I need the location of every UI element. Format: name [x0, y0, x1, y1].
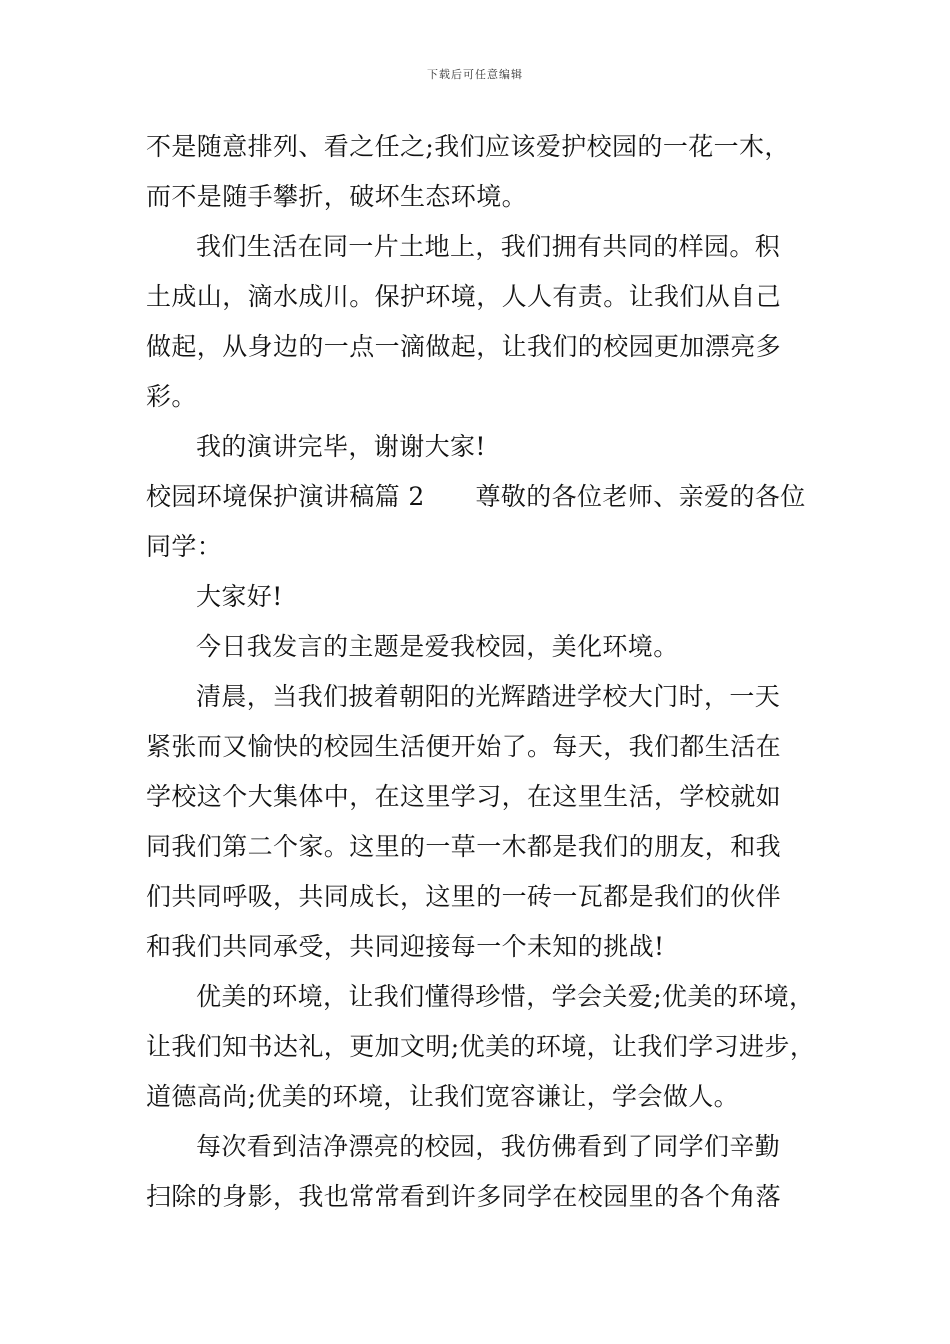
text-line: 同学：: [146, 532, 223, 561]
text-line: 道德高尚;优美的环境，让我们宽容谦让，学会做人。: [146, 1082, 740, 1111]
document-body: [146, 122, 816, 1222]
text-line: 不是随意排列、看之任之;我们应该爱护校园的一花一木，: [146, 132, 790, 161]
text-line: 土成山，滴水成川。保护环境，人人有责。让我们从自己: [146, 282, 782, 311]
text-line: 扫除的身影，我也常常看到许多同学在校园里的各个角落: [146, 1182, 782, 1211]
text-line: 让我们知书达礼，更加文明;优美的环境，让我们学习进步，: [146, 1032, 816, 1061]
text-line: 们共同呼吸，共同成长，这里的一砖一瓦都是我们的伙伴: [146, 882, 782, 911]
text-line: 而不是随手攀折，破坏生态环境。: [146, 182, 528, 211]
text-line: 做起，从身边的一点一滴做起，让我们的校园更加漂亮多: [146, 332, 782, 361]
page-header: 下载后可任意编辑: [427, 68, 523, 81]
text-line: 学校这个大集体中，在这里学习，在这里生活，学校就如: [146, 782, 782, 811]
section-title-line: 校园环境保护演讲稿篇 2 尊敬的各位老师、亲爱的各位: [146, 482, 806, 511]
text-line: 清晨，当我们披着朝阳的光辉踏进学校大门时，一天: [196, 682, 781, 711]
text-line: 彩。: [146, 382, 197, 411]
text-line: 我的演讲完毕，谢谢大家!: [196, 432, 486, 461]
text-line: 今日我发言的主题是爱我校园，美化环境。: [196, 632, 679, 661]
text-line: 优美的环境，让我们懂得珍惜，学会关爱;优美的环境，: [196, 982, 815, 1011]
text-line: 我们生活在同一片土地上，我们拥有共同的样园。积: [196, 232, 781, 261]
text-line: 同我们第二个家。这里的一草一木都是我们的朋友，和我: [146, 832, 782, 861]
text-line: 每次看到洁净漂亮的校园，我仿佛看到了同学们辛勤: [196, 1132, 781, 1161]
text-line: 紧张而又愉快的校园生活便开始了。每天，我们都生活在: [146, 732, 782, 761]
text-line: 大家好!: [196, 582, 283, 611]
text-line: 和我们共同承受，共同迎接每一个未知的挑战!: [146, 932, 665, 961]
